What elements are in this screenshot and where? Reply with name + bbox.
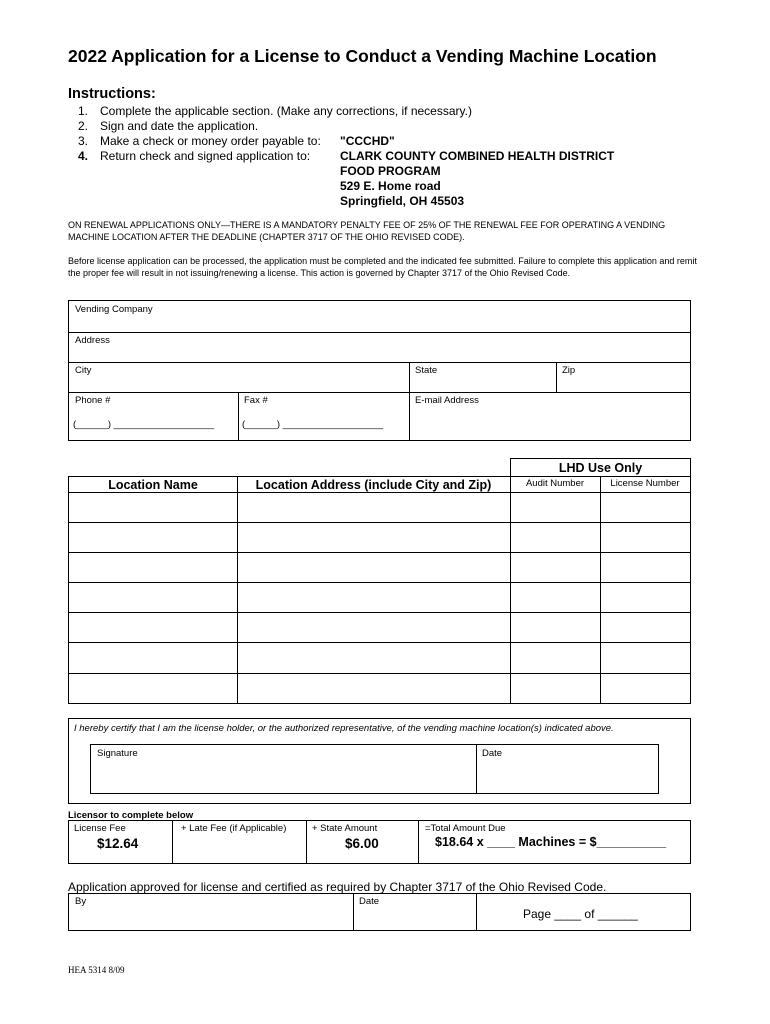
city-field[interactable]: City — [75, 365, 92, 376]
instruction-text: Sign and date the application. — [100, 119, 259, 133]
approval-statement: Application approved for license and certified as required by Chapter 3717 of the Ohio Revised Code. — [68, 880, 607, 894]
lhd-use-only-header — [510, 458, 691, 477]
approval-date-field[interactable]: Date — [359, 896, 380, 907]
col-audit-number: Audit Number — [525, 478, 585, 489]
payable-to-value: "CCCHD" — [340, 134, 395, 148]
col-license-number: License Number — [610, 478, 680, 489]
return-address-line-2: FOOD PROGRAM — [340, 164, 441, 178]
zip-field[interactable]: Zip — [562, 365, 576, 376]
certify-statement: I hereby certify that I am the license holder, or the authorized representative, of the vending machine location(s) indicated above. — [74, 723, 614, 734]
fax-field[interactable]: Fax # — [244, 395, 268, 406]
processing-notice: Before license application can be processed, the application must be completed and the indicated fee submitted. Failure to complete this application and remit the proper fee will result in not issuing/renewing a license. This action is governed by Chapter 3717 of the Ohio Revised Code. — [68, 256, 697, 278]
license-fee-label: License Fee — [74, 823, 126, 834]
instructions-heading: Instructions: — [68, 86, 156, 102]
return-address-line-3: 529 E. Home road — [340, 179, 441, 193]
page-number-field[interactable]: Page ____ of ______ — [523, 907, 638, 921]
locations-table — [68, 476, 691, 704]
instruction-number: 3. — [78, 134, 89, 148]
phone-blank: (______) ___________________ — [73, 419, 215, 430]
table-row[interactable] — [69, 552, 690, 553]
email-field[interactable]: E-mail Address — [415, 395, 479, 406]
fees-box — [68, 820, 691, 864]
form-number: HEA 5314 8/09 — [68, 965, 125, 975]
late-fee-field[interactable]: + Late Fee (if Applicable) — [181, 823, 287, 834]
total-amount-label: =Total Amount Due — [425, 823, 506, 834]
state-amount-value: $6.00 — [345, 836, 379, 851]
col-location-name: Location Name — [108, 478, 198, 492]
col-location-address: Location Address (include City and Zip) — [255, 478, 492, 492]
instruction-item-4 — [78, 149, 310, 163]
phone-field[interactable]: Phone # — [75, 395, 111, 406]
signature-field[interactable]: Signature — [97, 748, 138, 759]
instruction-item-1 — [78, 104, 472, 118]
total-amount-value[interactable]: $18.64 x ____ Machines = $__________ — [435, 835, 667, 849]
company-info-box — [68, 300, 691, 441]
table-row[interactable] — [69, 642, 690, 643]
state-field[interactable]: State — [415, 365, 438, 376]
instruction-number: 4. — [78, 149, 89, 163]
instruction-text: Return check and signed application to: — [100, 149, 311, 163]
certify-date-field[interactable]: Date — [482, 748, 503, 759]
return-address-line-4: Springfield, OH 45503 — [340, 194, 465, 208]
return-address-line-1: CLARK COUNTY COMBINED HEALTH DISTRICT — [340, 149, 615, 163]
instruction-item-2 — [78, 119, 258, 133]
instruction-number: 2. — [78, 119, 89, 133]
fax-blank: (______) ___________________ — [242, 419, 384, 430]
page-title: 2022 Application for a License to Conduct a Vending Machine Location — [68, 46, 657, 66]
table-row[interactable] — [69, 582, 690, 583]
instruction-text: Make a check or money order payable to: — [100, 134, 321, 148]
table-row[interactable] — [69, 612, 690, 613]
lhd-heading: LHD Use Only — [558, 461, 643, 475]
state-amount-label: + State Amount — [312, 823, 378, 834]
renewal-notice: ON RENEWAL APPLICATIONS ONLY—THERE IS A MANDATORY PENALTY FEE OF 25% OF THE RENEWAL FEE FOR OPERATING A VENDING MACHINE LOCATION AFTER THE DEADLINE (CHAPTER 3717 OF THE OHIO REVISED CODE). — [68, 220, 666, 242]
certification-box — [68, 718, 691, 804]
instruction-text: Complete the applicable section. (Make any corrections, if necessary.) — [100, 104, 472, 118]
instruction-number: 1. — [78, 104, 89, 118]
address-field[interactable]: Address — [75, 335, 110, 346]
table-row[interactable] — [69, 673, 690, 674]
approved-by-field[interactable]: By — [75, 896, 87, 907]
licensor-heading: Licensor to complete below — [68, 810, 194, 821]
license-fee-value: $12.64 — [97, 836, 139, 851]
table-row[interactable] — [69, 522, 690, 523]
approval-box — [68, 893, 691, 931]
instruction-item-3 — [78, 134, 321, 148]
signature-date-box — [90, 744, 659, 794]
vending-company-field[interactable]: Vending Company — [75, 304, 153, 315]
